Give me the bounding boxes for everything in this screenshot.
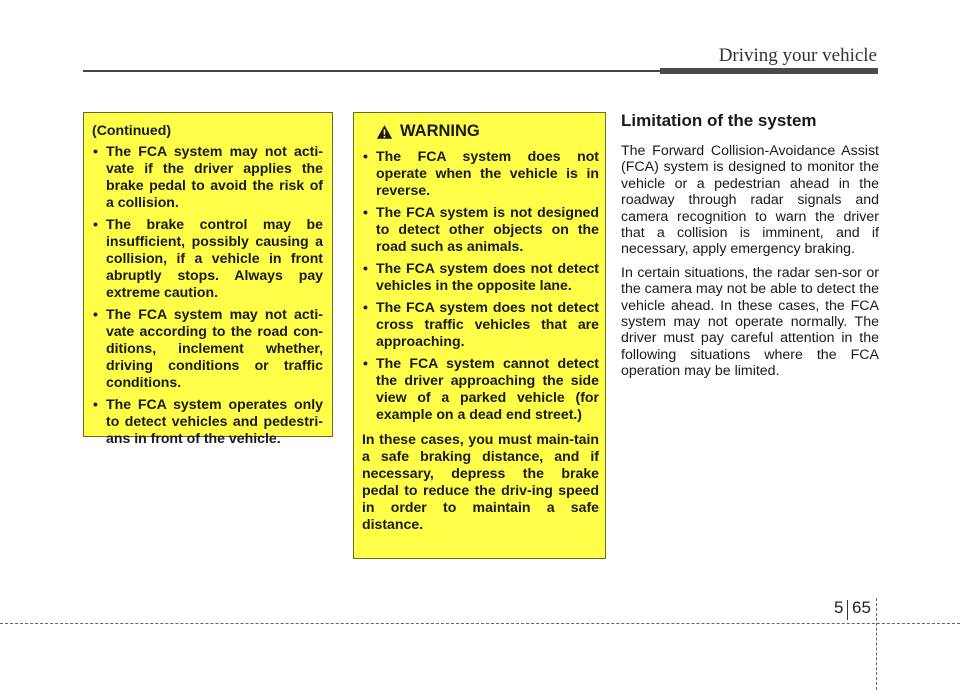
- list-item: • The FCA system operates only to detect vehicles and pedestri-ans in front of the vehicle.: [92, 396, 323, 447]
- warning-list: [362, 148, 599, 423]
- footer-dashed-rule: [0, 623, 960, 624]
- list-item: • The FCA system cannot detect the driver approaching the side view of a parked vehicle (for example on a dead end street.): [362, 355, 599, 423]
- page-number-separator: [847, 600, 848, 620]
- page-number: 65: [852, 598, 871, 617]
- warning-box: [353, 112, 606, 559]
- section-paragraph: The Forward Collision-Avoidance Assist (FCA) system is designed to monitor the vehicle or a pedestrian ahead in the roadway through radar signals and camera recognition to warn the driver that a collision is imminent, and if necessary, apply emergency braking.: [621, 143, 879, 258]
- header-title: Driving your vehicle: [718, 45, 877, 66]
- warning-closing-text: In these cases, you must main-tain a safe braking distance, and if necessary, depress the brake pedal to reduce the driv-ing speed in order to maintain a safe distance.: [362, 431, 599, 532]
- footer-vertical-dashed-rule: [876, 598, 877, 690]
- section-heading: Limitation of the system: [621, 111, 817, 130]
- list-item: • The FCA system may not acti-vate according to the road con-ditions, inclement whether, driving conditions or traffic conditions.: [92, 306, 323, 391]
- header-rule-accent: [660, 68, 878, 74]
- chapter-number: 5: [834, 598, 844, 617]
- warning-triangle-icon: [376, 124, 393, 140]
- caution-list: [92, 143, 323, 447]
- list-item: • The FCA system does not detect vehicles in the opposite lane.: [362, 260, 599, 294]
- limitation-section: [621, 111, 879, 387]
- section-paragraph: In certain situations, the radar sen-sor or the camera may not be able to detect the vehicle ahead. In these cases, the FCA system may not operate normally. The driver must pay careful attention in the following situations where the FCA operation may be limited.: [621, 264, 879, 380]
- warning-title: WARNING: [400, 122, 480, 140]
- continued-label: (Continued): [92, 122, 172, 138]
- list-item: • The FCA system may not acti-vate if the driver applies the brake pedal to avoid the risk of a collision.: [92, 143, 323, 211]
- list-item: • The brake control may be insufficient, possibly causing a collision, if a vehicle in front abruptly stops. Always pay extreme caution.: [92, 216, 323, 301]
- list-item: • The FCA system does not detect cross traffic vehicles that are approaching.: [362, 299, 599, 350]
- warning-header: [362, 123, 599, 140]
- list-item: • The FCA system does not operate when the vehicle is in reverse.: [362, 148, 599, 199]
- continued-caution-box: [83, 112, 333, 446]
- list-item: • The FCA system is not designed to detect other objects on the road such as animals.: [362, 204, 599, 255]
